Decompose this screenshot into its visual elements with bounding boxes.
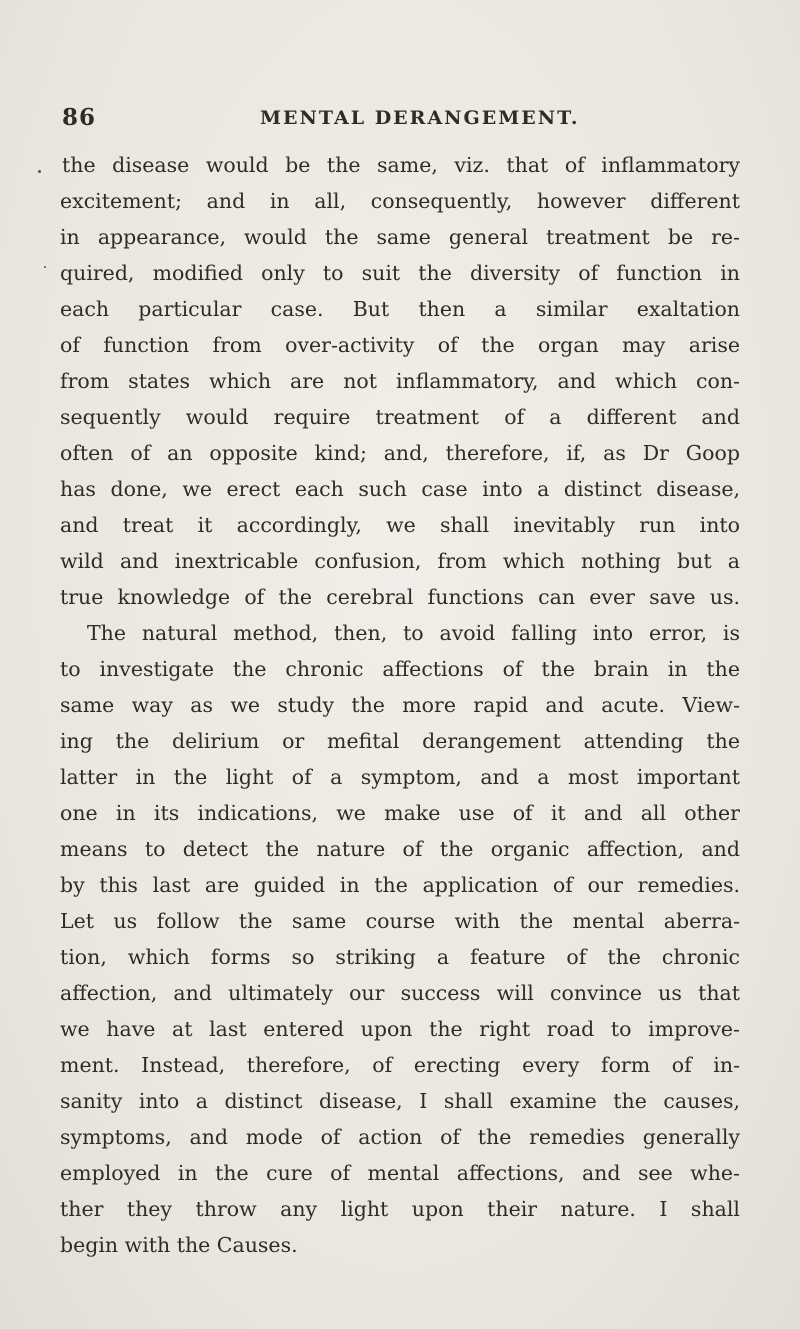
text-line: in appearance, would the same general treatment be re- xyxy=(60,225,740,249)
text-line: quired, modified only to suit the diversity of function in xyxy=(60,261,740,285)
text-line: sanity into a distinct disease, I shall examine the causes, xyxy=(60,1089,740,1113)
text-line: means to detect the nature of the organic affection, and xyxy=(60,837,740,861)
text-line: the disease would be the same, viz. that of inflammatory xyxy=(62,153,740,177)
text-line: employed in the cure of mental affections, and see whe- xyxy=(60,1161,740,1185)
text-line: we have at last entered upon the right road to improve- xyxy=(60,1017,740,1041)
text-line: ing the delirium or mefital derangement attending the xyxy=(60,729,740,753)
text-line: Let us follow the same course with the mental aberra- xyxy=(60,909,740,933)
text-line: from states which are not inflammatory, and which con- xyxy=(60,369,740,393)
text-line: begin with the Causes. xyxy=(60,1233,298,1257)
text-line: true knowledge of the cerebral functions can ever save us. xyxy=(60,585,740,609)
paragraph-2 xyxy=(60,615,740,1263)
text-line: each particular case. But then a similar exaltation xyxy=(60,297,740,321)
page-number: 86 xyxy=(62,104,97,131)
text-line: The natural method, then, to avoid falling into error, is xyxy=(87,621,740,645)
running-title: MENTAL DERANGEMENT. xyxy=(260,107,580,129)
text-line: ment. Instead, therefore, of erecting every form of in- xyxy=(60,1053,740,1077)
text-line: tion, which forms so striking a feature of the chronic xyxy=(60,945,740,969)
text-line: often of an opposite kind; and, therefore, if, as Dr Goop xyxy=(60,441,740,465)
body-text xyxy=(60,147,740,1263)
ink-speck xyxy=(44,266,46,268)
text-line: to investigate the chronic affections of the brain in the xyxy=(60,657,740,681)
text-line: excitement; and in all, consequently, however different xyxy=(60,189,740,213)
ink-speck xyxy=(38,170,41,173)
text-line: ther they throw any light upon their nature. I shall xyxy=(60,1197,740,1221)
text-line: affection, and ultimately our success will convince us that xyxy=(60,981,740,1005)
text-line: wild and inextricable confusion, from which nothing but a xyxy=(60,549,740,573)
text-line: and treat it accordingly, we shall inevitably run into xyxy=(60,513,740,537)
text-line: symptoms, and mode of action of the remedies generally xyxy=(60,1125,740,1149)
text-line: latter in the light of a symptom, and a most important xyxy=(60,765,740,789)
paragraph-1 xyxy=(60,147,740,615)
text-line: of function from over-activity of the organ may arise xyxy=(60,333,740,357)
text-line: sequently would require treatment of a different and xyxy=(60,405,740,429)
text-line: one in its indications, we make use of it and all other xyxy=(60,801,740,825)
page-header xyxy=(60,104,740,134)
text-line: has done, we erect each such case into a distinct disease, xyxy=(60,477,740,501)
text-line: same way as we study the more rapid and acute. View- xyxy=(60,693,740,717)
text-line: by this last are guided in the application of our remedies. xyxy=(60,873,740,897)
